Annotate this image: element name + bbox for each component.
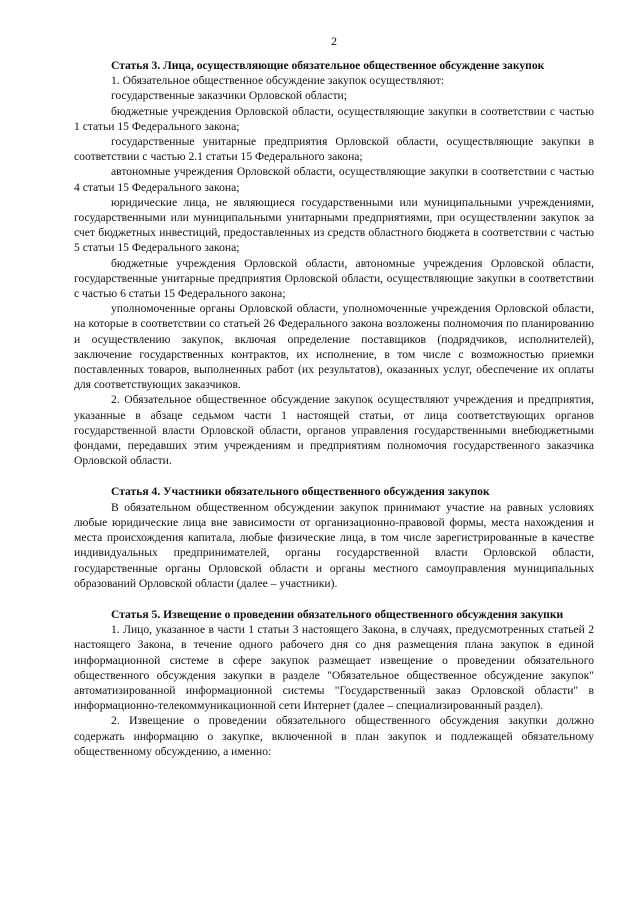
article-3-paragraph-9: 2. Обязательное общественное обсуждение закупок осуществляют учреждения и предприятия, указанные в абзаце седьмом части 1 настоящей статьи, от лица соответствующих органов государственной власти Орловской области, органов управления государственными внебюджетными фондами, передавших этим учреждениям и предприятиям полномочия государственного заказчика Орловской области. — [74, 393, 594, 468]
article-4-title: Статья 4. Участники обязательного общественного обсуждения закупок — [111, 485, 490, 499]
document-page — [74, 34, 594, 759]
page-number: 2 — [331, 34, 337, 48]
article-3-title: Статья 3. Лица, осуществляющие обязательное общественное обсуждение закупок — [111, 59, 545, 72]
article-3-paragraph-8: уполномоченные органы Орловской области, уполномоченные учреждения Орловской области, на которые в соответствии со статьей 26 Федерального закона возложены полномочия по планированию и осуществлению закупок, включая определение поставщиков (подрядчиков, исполнителей), заключение государственных контрактов, их исполнение, в том числе с возможностью приемки поставленных товаров, выполненных работ (их результатов), оказанных услуг, обеспечение их оплаты для соответствующих заказчиков. — [74, 302, 594, 392]
article-3-paragraph-3: бюджетные учреждения Орловской области, осуществляющие закупки в соответствии с частью 1 статьи 15 Федерального закона; — [74, 104, 594, 133]
article-4 — [74, 484, 594, 590]
article-5 — [74, 607, 594, 759]
article-3-paragraph-4: государственные унитарные предприятия Орловской области, осуществляющие закупки в соответствии с частью 2.1 статьи 15 Федерального закона; — [74, 135, 594, 164]
article-3 — [74, 58, 594, 468]
article-3-paragraph-2: государственные заказчики Орловской области; — [111, 89, 347, 103]
article-3-paragraph-6: юридические лица, не являющиеся государственными или муниципальными учреждениями, государственными или муниципальными унитарными предприятиями, при осуществлении закупок за счет бюджетных инвестиций, предоставленных из средств областного бюджета в соответствии с частью 5 статьи 15 Федерального закона; — [74, 195, 594, 255]
article-5-paragraph-2: 2. Извещение о проведении обязательного общественного обсуждения закупки должно содержать информацию о закупке, включенной в план закупок и подлежащей обязательному общественному обсуждению, а именно: — [74, 714, 594, 758]
article-5-title: Статья 5. Извещение о проведении обязательного общественного обсуждения закупки — [111, 607, 564, 621]
article-3-paragraph-1: 1. Обязательное общественное обсуждение закупок осуществляют: — [111, 74, 445, 88]
article-3-paragraph-5: автономные учреждения Орловской области, осуществляющие закупки в соответствии с частью 4 статьи 15 Федерального закона; — [74, 165, 594, 194]
section-spacer — [74, 591, 594, 607]
article-3-paragraph-7: бюджетные учреждения Орловской области, автономные учреждения Орловской области, государственные унитарные предприятия Орловской области, осуществляющие закупки в соответствии с частью 6 статьи 15 Федерального закона; — [74, 256, 594, 301]
article-4-paragraph-1: В обязательном общественном обсуждении закупок принимают участие на равных условиях любые юридические лица вне зависимости от организационно-правовой формы, места нахождения и места происхождения капитала, любые физические лица, в том числе зарегистрированные в качестве индивидуальных предпринимателей, органы государственной власти Орловской области, государственные органы Орловской области и органы местного самоуправления муниципальных образований Орловской области (далее – участники). — [74, 500, 594, 590]
article-5-paragraph-1: 1. Лицо, указанное в части 1 статьи 3 настоящего Закона, в случаях, предусмотренных статьей 2 настоящего Закона, в течение одного рабочего дня со дня размещения плана закупок в единой информационной системе в сфере закупок размещает извещение о проведении обязательного общественного обсуждения закупки в разделе "Обязательное общественное обсуждение закупок" автоматизированной информационной системы "Государственный заказ Орловской области" в информационно-телекоммуникационной сети Интернет (далее – специализированный раздел). — [74, 623, 594, 713]
section-spacer — [74, 468, 594, 484]
